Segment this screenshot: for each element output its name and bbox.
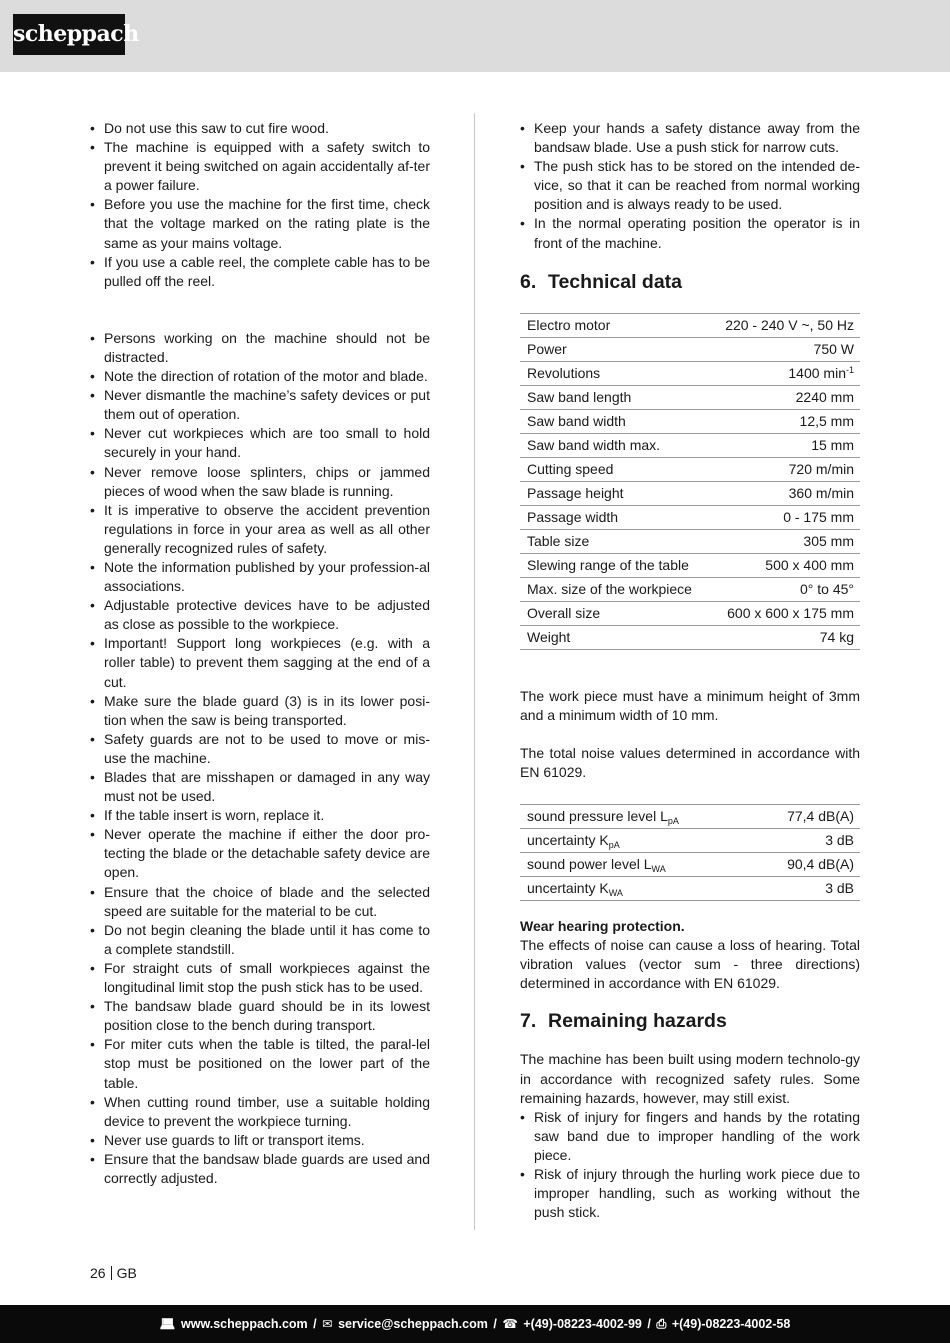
table-row: [520, 625, 860, 649]
noise-values-table: [520, 804, 860, 901]
table-row: [520, 505, 860, 529]
page-number: [90, 1265, 137, 1281]
row-value-cell: [709, 385, 860, 409]
spacer: [90, 291, 430, 310]
row-label-cell: [520, 625, 709, 649]
list-item: • Safety guards are not to be used to move or mis-use the machine.: [90, 730, 430, 768]
page-number-value: 26: [90, 1265, 106, 1281]
technical-data-table: [520, 313, 860, 650]
row-label: Cutting speed: [527, 460, 614, 477]
table-row: [520, 433, 860, 457]
row-value-cell: [709, 457, 860, 481]
phone-icon: ☎: [502, 1317, 518, 1331]
list-item: • In the normal operating position the operator is in front of the machine.: [520, 214, 860, 252]
row-label-cell: [520, 313, 709, 337]
row-label-cell: [520, 877, 749, 901]
row-value-cell: [709, 577, 860, 601]
list-item: • Risk of injury through the hurling work piece due to improper handling, such as working without the push stick.: [520, 1165, 860, 1222]
row-value-cell: [749, 853, 860, 877]
row-value: 12,5 mm: [799, 412, 854, 429]
row-label-cell: [520, 457, 709, 481]
list-item: • Never cut workpieces which are too small to hold securely in your hand.: [90, 424, 430, 462]
row-value: 3 dB: [825, 831, 854, 848]
row-value: 305 mm: [803, 532, 854, 549]
row-label-cell: [520, 481, 709, 505]
row-value: 500 x 400 mm: [765, 556, 854, 573]
row-value: 600 x 600 x 175 mm: [727, 604, 854, 621]
row-value: 360 m/min: [788, 484, 854, 501]
safety-list-c: [520, 119, 860, 253]
row-label: Passage width: [527, 508, 619, 525]
list-item: • It is imperative to observe the accident prevention regulations in force in your area as well as all other generally recognized rules of safety.: [90, 501, 430, 558]
paragraph-min-size: The work piece must have a minimum height of 3mm and a minimum width of 10 mm.: [520, 687, 860, 723]
table-row: [520, 313, 860, 337]
row-value: 1400 min: [788, 364, 846, 381]
list-item: • Note the information published by your profession-al associations.: [90, 558, 430, 596]
list-item: • Blades that are misshapen or damaged in any way must not be used.: [90, 768, 430, 806]
spacer: [90, 310, 430, 329]
footer-separator: /: [493, 1317, 497, 1331]
row-value-cell: [749, 805, 860, 829]
list-item: • Risk of injury for fingers and hands by the rotating saw band due to improper handling of the work piece.: [520, 1108, 860, 1165]
row-label: Table size: [527, 532, 590, 549]
table-row: [520, 361, 860, 385]
label-subscript: WA: [651, 863, 666, 874]
fax-number: +(49)-08223-4002-58: [671, 1317, 791, 1331]
row-label: Power: [527, 340, 567, 357]
phone-number: +(49)-08223-4002-99: [523, 1317, 642, 1331]
row-value: 90,4 dB(A): [787, 855, 854, 872]
table-row: [520, 805, 860, 829]
label-subscript: pA: [608, 839, 620, 850]
row-value-cell: [709, 505, 860, 529]
list-item: • Ensure that the bandsaw blade guards are used and correctly adjusted.: [90, 1150, 430, 1188]
row-value: 0° to 45°: [799, 580, 854, 597]
row-value: 2240 mm: [795, 388, 854, 405]
email-icon: ✉︎: [322, 1317, 333, 1331]
list-item: • For straight cuts of small workpieces against the longitudinal limit stop the push stick has to be used.: [90, 959, 430, 997]
page-header: [0, 0, 950, 72]
list-item: • Before you use the machine for the first time, check that the voltage marked on the rating plate is the same as your mains voltage.: [90, 195, 430, 252]
section-number: 7.: [520, 1010, 537, 1033]
list-item: • Persons working on the machine should not be distracted.: [90, 329, 430, 367]
row-label-cell: [520, 601, 709, 625]
table-row: [520, 853, 860, 877]
list-item: • The push stick has to be stored on the intended de-vice, so that it can be reached from normal working position and is always ready to be used.: [520, 157, 860, 214]
table-row: [520, 409, 860, 433]
list-item: • Never operate the machine if either the door pro-tecting the blade or the detachable safety device are open.: [90, 825, 430, 882]
row-value: 720 m/min: [788, 460, 854, 477]
footer-separator: /: [313, 1317, 317, 1331]
row-value: 750 W: [813, 340, 854, 357]
computer-icon: 💻︎: [159, 1317, 176, 1331]
section-title: Technical data: [548, 270, 683, 293]
row-label-cell: [520, 577, 709, 601]
table-row: [520, 457, 860, 481]
label-subscript: WA: [608, 887, 623, 898]
column-divider: [474, 113, 475, 1230]
row-label: Overall size: [527, 604, 601, 621]
list-item: • Keep your hands a safety distance away from the bandsaw blade. Use a push stick for narrow cuts.: [520, 119, 860, 157]
row-label: sound power level L: [527, 855, 652, 872]
paragraph-noise: The total noise values determined in accordance with EN 61029.: [520, 744, 860, 780]
scheppach-logo: scheppach: [13, 14, 125, 55]
row-label: uncertainty K: [527, 879, 609, 896]
list-item: • Do not begin cleaning the blade until it has come to a complete standstill.: [90, 921, 430, 959]
table-row: [520, 829, 860, 853]
row-label-cell: [520, 805, 749, 829]
table-row: [520, 385, 860, 409]
section-heading-remaining-hazards: [520, 1009, 860, 1033]
label-subscript: pA: [667, 815, 679, 826]
list-item: • Important! Support long workpieces (e.g. with a roller table) to prevent them sagging at the end of a cut.: [90, 634, 430, 691]
list-item: • Adjustable protective devices have to be adjusted as close as possible to the workpiece.: [90, 596, 430, 634]
row-label: uncertainty K: [527, 831, 609, 848]
row-value-cell: [709, 313, 860, 337]
safety-list-b: [90, 329, 430, 1188]
row-value-cell: [709, 433, 860, 457]
table-row: [520, 577, 860, 601]
row-value: 77,4 dB(A): [787, 807, 854, 824]
row-label-cell: [520, 385, 709, 409]
section-heading-technical-data: [520, 270, 860, 294]
row-value: 220 - 240 V ~, 50 Hz: [725, 316, 854, 333]
table-row: [520, 553, 860, 577]
table-row: [520, 529, 860, 553]
row-label-cell: [520, 553, 709, 577]
row-label: Weight: [527, 628, 571, 645]
wear-hearing-heading: Wear hearing protection.: [520, 918, 685, 935]
website-link[interactable]: www.scheppach.com: [181, 1317, 308, 1331]
row-value-cell: [709, 337, 860, 361]
list-item: • Never use guards to lift or transport items.: [90, 1131, 430, 1150]
row-label: Slewing range of the table: [527, 556, 689, 573]
table-row: [520, 877, 860, 901]
row-value-cell: [709, 529, 860, 553]
left-column: [90, 119, 430, 1188]
row-label: Saw band length: [527, 388, 632, 405]
row-value-cell: [709, 553, 860, 577]
row-label-cell: [520, 409, 709, 433]
row-label-cell: [520, 853, 749, 877]
row-value: 0 - 175 mm: [783, 508, 854, 525]
value-superscript: -1: [845, 364, 854, 375]
row-label-cell: [520, 529, 709, 553]
row-label-cell: [520, 337, 709, 361]
footer-separator: /: [647, 1317, 651, 1331]
list-item: • Make sure the blade guard (3) is in its lower posi-tion when the saw is being transported.: [90, 692, 430, 730]
row-value-cell: [709, 409, 860, 433]
fax-icon: ⎙: [656, 1317, 667, 1331]
hazards-intro: The machine has been built using modern technolo-gy in accordance with recognized safety rules. Some remaining hazards, however, may still exist.: [520, 1051, 860, 1106]
row-value-cell: [709, 601, 860, 625]
table-row: [520, 337, 860, 361]
list-item: • Note the direction of rotation of the motor and blade.: [90, 367, 430, 386]
table-row: [520, 601, 860, 625]
row-label-cell: [520, 829, 749, 853]
row-label: Saw band width max.: [527, 436, 661, 453]
contact-footer: [0, 1305, 950, 1343]
row-value-cell: [709, 361, 860, 385]
list-item: • The machine is equipped with a safety switch to prevent it being switched on again accidentally af-ter a power failure.: [90, 138, 430, 195]
section-title: Remaining hazards: [548, 1010, 727, 1033]
list-item: • If you use a cable reel, the complete cable has to be pulled off the reel.: [90, 253, 430, 291]
row-value-cell: [709, 481, 860, 505]
safety-list-a: [90, 119, 430, 291]
row-value: 3 dB: [825, 879, 854, 896]
row-value: 74 kg: [819, 628, 854, 645]
page-language: GB: [116, 1265, 137, 1281]
wear-hearing-text: The effects of noise can cause a loss of hearing. Total vibration values (vector sum - three directions) determined in accordance with EN 61029.: [520, 937, 860, 992]
list-item: • If the table insert is worn, replace it.: [90, 806, 430, 825]
list-item: • Ensure that the choice of blade and the selected speed are suitable for the material to be cut.: [90, 883, 430, 921]
list-item: • For miter cuts when the table is tilted, the paral-lel stop must be positioned on the lower part of the table.: [90, 1035, 430, 1092]
row-label-cell: [520, 433, 709, 457]
hazards-list: [520, 1108, 860, 1223]
row-label-cell: [520, 361, 709, 385]
row-value: 15 mm: [811, 436, 854, 453]
list-item: • The bandsaw blade guard should be in its lowest position close to the bench during transport.: [90, 997, 430, 1035]
list-item: • Never dismantle the machine’s safety devices or put them out of operation.: [90, 386, 430, 424]
row-label: Revolutions: [527, 364, 601, 381]
row-label: Electro motor: [527, 316, 611, 333]
section-number: 6.: [520, 270, 537, 293]
row-label-cell: [520, 505, 709, 529]
row-label: Max. size of the workpiece: [527, 580, 692, 597]
table-row: [520, 481, 860, 505]
list-item: • Never remove loose splinters, chips or jammed pieces of wood when the saw blade is running.: [90, 463, 430, 501]
right-column: [520, 119, 860, 1222]
row-value-cell: [709, 625, 860, 649]
list-item: • Do not use this saw to cut fire wood.: [90, 119, 430, 138]
row-value-cell: [749, 829, 860, 853]
email-link[interactable]: service@scheppach.com: [338, 1317, 488, 1331]
list-item: • When cutting round timber, use a suitable holding device to prevent the workpiece turning.: [90, 1093, 430, 1131]
row-label: Saw band width: [527, 412, 626, 429]
row-label: Passage height: [527, 484, 624, 501]
row-label: sound pressure level L: [527, 807, 668, 824]
row-value-cell: [749, 877, 860, 901]
separator-bar: [111, 1266, 112, 1280]
